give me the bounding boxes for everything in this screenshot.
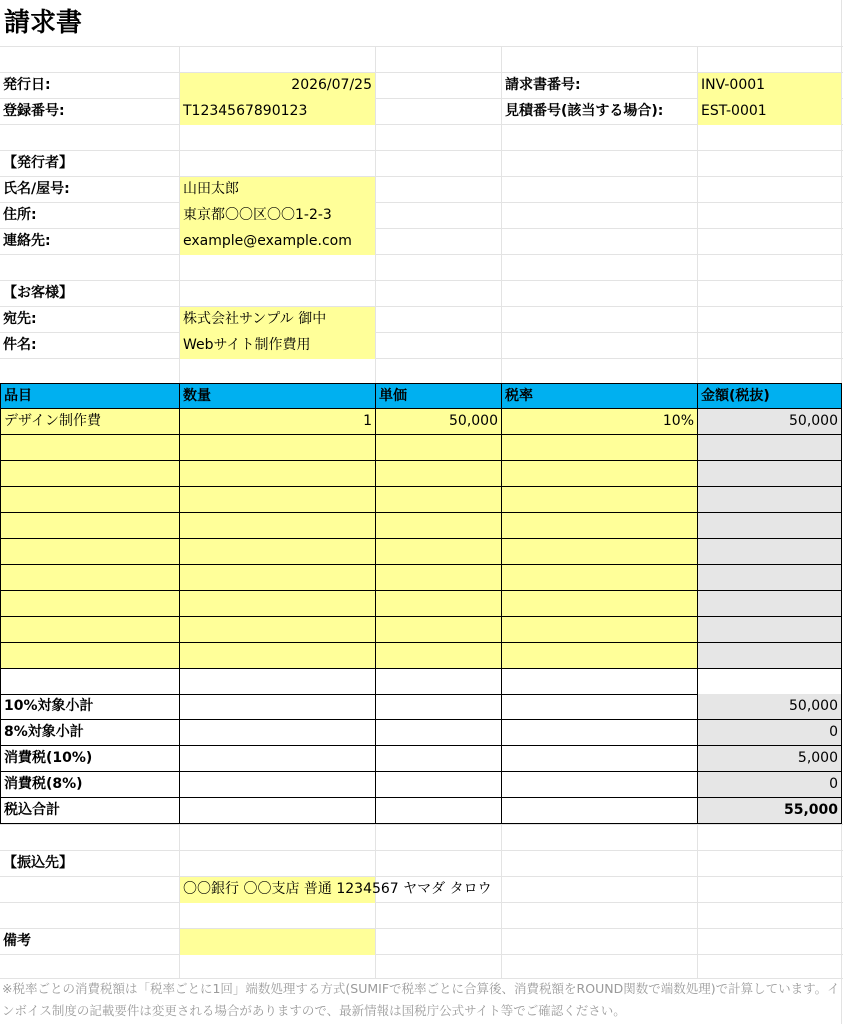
issuer-contact-label: 連絡先: (3, 233, 51, 249)
row-item-name-cell[interactable]: デザイン制作費 (0, 409, 180, 435)
totals-empty-cell (376, 746, 502, 772)
issuer-name-cell[interactable]: 山田太郎 (180, 177, 375, 203)
row-tax-rate-cell[interactable] (502, 617, 698, 643)
totals-empty-cell (180, 772, 376, 798)
row-item-name-cell[interactable] (0, 643, 180, 669)
page-title: 請求書 (4, 8, 83, 38)
totals-empty-cell (502, 798, 698, 824)
totals-label-sub10: 10%対象小計 (0, 694, 180, 720)
customer-subject-cell[interactable]: Webサイト制作費用 (180, 333, 375, 359)
totals-empty-cell (376, 798, 502, 824)
row-amount-cell (698, 565, 842, 591)
row-quantity-cell[interactable] (180, 617, 376, 643)
totals-empty-cell (502, 694, 698, 720)
spacer-cell (376, 669, 502, 695)
row-unit-price-cell[interactable] (376, 513, 502, 539)
issuer-contact-cell[interactable]: example@example.com (180, 229, 375, 255)
totals-label-sub8: 8%対象小計 (0, 720, 180, 746)
header-item-name: 品目 (0, 383, 180, 409)
row-quantity-cell[interactable] (180, 591, 376, 617)
row-item-name-cell[interactable] (0, 435, 180, 461)
header-amount: 金額(税抜) (698, 383, 842, 409)
totals-empty-cell (376, 772, 502, 798)
totals-value-tax8[interactable]: 0 (698, 772, 842, 798)
row-unit-price-cell[interactable]: 50,000 (376, 409, 502, 435)
row-item-name-cell[interactable] (0, 539, 180, 565)
customer-to-label: 宛先: (3, 311, 37, 327)
totals-table (0, 694, 842, 825)
issuer-name-label: 氏名/屋号: (3, 181, 70, 197)
reg-no-label: 登録番号: (3, 103, 65, 119)
row-item-name-cell[interactable] (0, 617, 180, 643)
totals-value-sub10[interactable]: 50,000 (698, 694, 842, 720)
totals-empty-cell (376, 720, 502, 746)
totals-value-sub8[interactable]: 0 (698, 720, 842, 746)
totals-value-tax10[interactable]: 5,000 (698, 746, 842, 772)
row-item-name-cell[interactable] (0, 513, 180, 539)
bank-section-title: 【振込先】 (3, 855, 73, 871)
row-amount-cell (698, 539, 842, 565)
row-amount-cell (698, 487, 842, 513)
estimate-no-label: 見積番号(該当する場合): (505, 103, 664, 119)
row-amount-cell (698, 617, 842, 643)
row-quantity-cell[interactable] (180, 435, 376, 461)
estimate-no-cell[interactable]: EST-0001 (698, 99, 841, 125)
totals-label-tax8: 消費税(8%) (0, 772, 180, 798)
row-unit-price-cell[interactable] (376, 565, 502, 591)
invoice-no-label: 請求書番号: (505, 77, 581, 93)
row-unit-price-cell[interactable] (376, 591, 502, 617)
totals-empty-cell (180, 798, 376, 824)
spacer-cell (502, 669, 698, 695)
header-tax-rate: 税率 (502, 383, 698, 409)
row-unit-price-cell[interactable] (376, 461, 502, 487)
row-item-name-cell[interactable] (0, 591, 180, 617)
row-quantity-cell[interactable] (180, 539, 376, 565)
reg-no-cell[interactable]: T1234567890123 (180, 99, 375, 125)
totals-empty-cell (502, 772, 698, 798)
header-unit-price: 単価 (376, 383, 502, 409)
row-amount-cell (698, 591, 842, 617)
row-unit-price-cell[interactable] (376, 435, 502, 461)
issue-date-cell[interactable]: 2026/07/25 (180, 73, 375, 99)
row-tax-rate-cell[interactable] (502, 461, 698, 487)
row-quantity-cell[interactable] (180, 643, 376, 669)
footnote: ※税率ごとの消費税額は「税率ごとに1回」端数処理する方式(SUMIFで税率ごとに合算後、消費税額をROUND関数で端数処理)で計算しています。インボイス制度の記載要件は変更される場合がありますので、最新情報は国税庁公式サイト等でご確認ください。 (2, 981, 840, 1018)
row-quantity-cell[interactable]: 1 (180, 409, 376, 435)
row-unit-price-cell[interactable] (376, 539, 502, 565)
row-tax-rate-cell[interactable] (502, 539, 698, 565)
totals-label-total: 税込合計 (0, 798, 180, 824)
totals-value-total[interactable]: 55,000 (698, 798, 842, 824)
bank-detail-text: 〇〇銀行 〇〇支店 普通 1234567 ヤマダ タロウ (183, 881, 492, 897)
row-tax-rate-cell[interactable] (502, 591, 698, 617)
row-quantity-cell[interactable] (180, 513, 376, 539)
spacer-cell (698, 669, 842, 695)
row-unit-price-cell[interactable] (376, 643, 502, 669)
row-tax-rate-cell[interactable] (502, 565, 698, 591)
issue-date-label: 発行日: (3, 77, 51, 93)
row-amount-cell (698, 461, 842, 487)
remarks-cell[interactable] (180, 929, 375, 955)
row-unit-price-cell[interactable] (376, 617, 502, 643)
totals-empty-cell (180, 694, 376, 720)
row-amount-cell (698, 513, 842, 539)
row-tax-rate-cell[interactable] (502, 487, 698, 513)
spacer-cell (0, 669, 180, 695)
row-tax-rate-cell[interactable] (502, 513, 698, 539)
customer-section-title: 【お客様】 (3, 285, 73, 301)
row-amount-cell: 50,000 (698, 409, 842, 435)
bank-detail-cell[interactable] (180, 877, 492, 903)
items-table (0, 383, 842, 695)
totals-empty-cell (376, 694, 502, 720)
row-unit-price-cell[interactable] (376, 487, 502, 513)
customer-subject-label: 件名: (3, 337, 37, 353)
issuer-section-title: 【発行者】 (3, 155, 73, 171)
row-tax-rate-cell[interactable]: 10% (502, 409, 698, 435)
remarks-label: 備考 (3, 933, 31, 949)
row-item-name-cell[interactable] (0, 461, 180, 487)
row-tax-rate-cell[interactable] (502, 435, 698, 461)
row-item-name-cell[interactable] (0, 487, 180, 513)
invoice-no-cell[interactable]: INV-0001 (698, 73, 841, 99)
customer-to-cell[interactable]: 株式会社サンプル 御中 (180, 307, 375, 333)
row-quantity-cell[interactable] (180, 565, 376, 591)
row-tax-rate-cell[interactable] (502, 643, 698, 669)
totals-empty-cell (180, 746, 376, 772)
row-quantity-cell[interactable] (180, 461, 376, 487)
issuer-address-label: 住所: (3, 207, 37, 223)
totals-empty-cell (502, 720, 698, 746)
totals-empty-cell (502, 746, 698, 772)
row-item-name-cell[interactable] (0, 565, 180, 591)
row-quantity-cell[interactable] (180, 487, 376, 513)
row-amount-cell (698, 435, 842, 461)
spacer-cell (180, 669, 376, 695)
row-amount-cell (698, 643, 842, 669)
totals-label-tax10: 消費税(10%) (0, 746, 180, 772)
header-quantity: 数量 (180, 383, 376, 409)
issuer-address-cell[interactable]: 東京都〇〇区〇〇1-2-3 (180, 203, 375, 229)
totals-empty-cell (180, 720, 376, 746)
